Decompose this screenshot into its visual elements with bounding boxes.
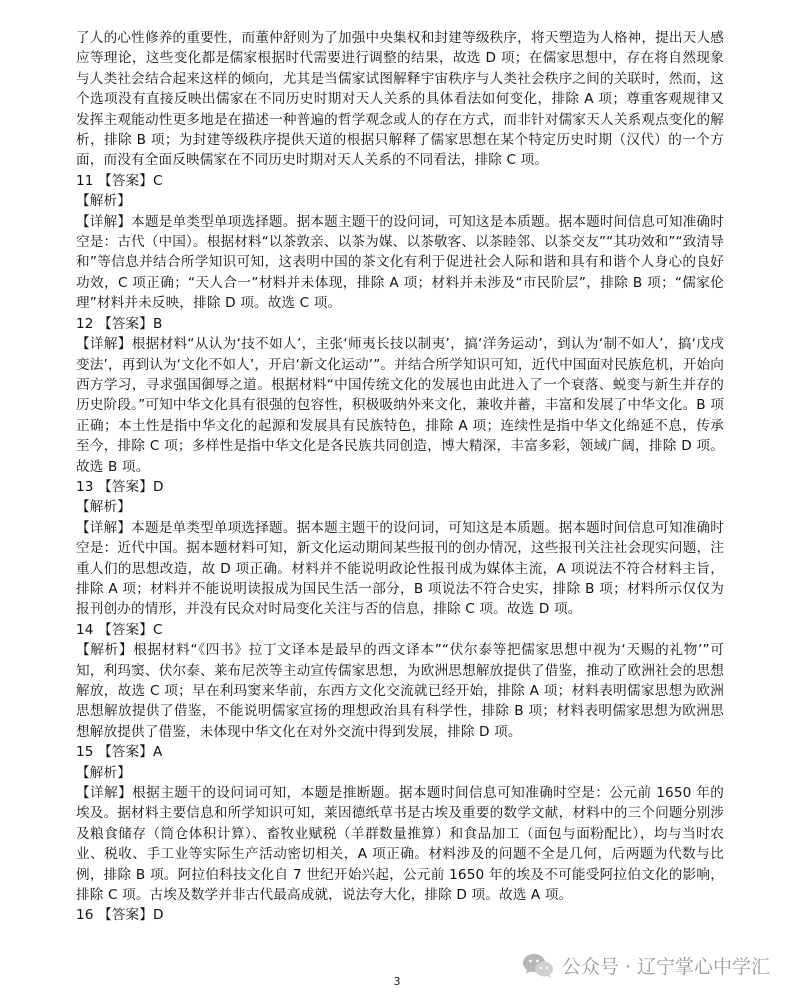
- answer-q11: 11 【答案】C: [76, 172, 163, 189]
- analysis-label-q15: 【解析】: [76, 764, 131, 781]
- document-body: [76, 28, 724, 926]
- detail-q12: 【详解】根据材料“从认为‘技不如人’，主张‘师夷长技以制夷’，搞‘洋务运动’，到认为‘制不如人’，搞‘戊戌变法’，再到认为‘文化不如人’，开启‘新文化运动’”。并结合所学知识可知，近代中国面对民族危机，开始向西方学习，寻求强国御辱之道。根据材料“中国传统文化的发展也由此进入了一个衰落、蜕变与新生并存的历史阶段。”可知中华文化具有很强的包容性，积极吸纳外来文化，兼收并蓄，丰富和发展了中华文化。B 项正确；本土性是指中华文化的起源和发展具有民族特色，排除 A 项；连续性是指中华文化绵延不息，传承至今，排除 C 项；多样性是指中华文化是各民族共同创造，博大精深，丰富多彩，领域广阔，排除 D 项。故选 B 项。: [76, 336, 725, 475]
- detail-q11: 【详解】本题是单类型单项选择题。据本题主题干的设问词，可知这是本质题。据本题时间信息可知准确时空是：古代（中国）。根据材料“以茶敦亲、以茶为媒、以茶敬客、以茶睦邻、以茶交友”“其功效和”“致清导和”等信息并结合所学知识可知，这表明中国的茶文化有利于促进社会人际和谐和具有和谐个人身心的良好功效，C 项正确；“天人合一”材料并未体现，排除 A 项；材料并未涉及“市民阶层”，排除 B 项；“儒家伦理”材料并未反映，排除 D 项。故选 C 项。: [76, 213, 724, 312]
- answer-q12: 12 【答案】B: [76, 315, 163, 332]
- paragraph-q10-analysis-continued: 了人的心性修养的重要性，而董仲舒则为了加强中央集权和封建等级秩序，将天塑造为人格神，提出天人感应等理论，这些变化都是儒家根据时代需要进行调整的结果，故选 D 项；在儒家思想中，存在将自然现象与人类社会结合起来这样的倾向，尤其是当儒家试图解释宇宙秩序与人类社会秩序之间的关联时，然而，这个选项没有直接反映出儒家在不同历史时期对天人关系的具体看法如何变化，排除 A 项；尊重客观规律又发挥主观能动性更多地是在描述一种普遍的哲学观念或人的存在方式，而非针对儒家天人关系观点变化的解析，排除 B 项；为封建等级秩序提供天道的根据只解释了儒家思想在某个特定历史时期（汉代）的一个方面，而没有全面反映儒家在不同历史时期对天人关系的不同看法，排除 C 项。: [76, 30, 724, 169]
- analysis-label-q11: 【解析】: [76, 193, 131, 210]
- analysis-q14: 【解析】根据材料“《四书》拉丁文译本是最早的西文译本”“伏尔泰等把儒家思想中视为‘天赐的礼物’”可知，利玛窦、伏尔泰、莱布尼茨等主动宣传儒家思想，为欧洲思想解放提供了借鉴，推动了欧洲社会的思想解放，故选 C 项；早在利玛窦来华前，东西方文化交流就已经开始，排除 A 项；材料表明儒家思想为欧洲思想解放提供了借鉴，不能说明儒家宣扬的理想政治具有科学性，排除 B 项；材料表明儒家思想为欧洲思想解放提供了借鉴，未体现中华文化在对外交流中得到发展，排除 D 项。: [76, 642, 724, 740]
- analysis-label-q13: 【解析】: [76, 499, 131, 516]
- detail-q13: 【详解】本题是单类型单项选择题。据本题主题干的设问词，可知这是本质题。据本题时间信息可知准确时空是：近代中国。据本题材料可知，新文化运动期间某些报刊的创办情况，这些报刊关注社会现实问题，注重人们的思想改造，故 D 项正确。材料并不能说明政论性报刊成为媒体主流，A 项说法不符合材料主旨，排除 A 项；材料并不能说明读报成为国民生活一部分，B 项说法不符合史实，排除 B 项；材料所示仅仅为报刊创办的情形，并没有民众对时局变化关注与否的信息，排除 C 项。故选 D 项。: [76, 519, 724, 618]
- answer-q13: 13 【答案】D: [76, 478, 164, 495]
- detail-q15: 【详解】根据主题干的设问词可知，本题是推断题。据本题时间信息可知准确时空是：公元前 1650 年的埃及。据材料主要信息和所学知识可知，莱因德纸草书是古埃及重要的数学文献，材料中的三个问题分别涉及粮食储存（筒仓体积计算）、畜牧业赋税（羊群数量推算）和食品加工（面包与面粉配比），均与当时农业、税收、手工业等实际生产活动密切相关，A 项正确。材料涉及的问题不全是几何，后两题为代数与比例，排除 B 项。阿拉伯科技文化自 7 世纪开始兴起，公元前 1650 年的埃及不可能受阿拉伯文化的影响，排除 C 项。古埃及数学并非古代最高成就，说法夸大化，排除 D 项。故选 A 项。: [76, 785, 724, 904]
- answer-q15: 15 【答案】A: [76, 744, 163, 761]
- page-number: 3: [393, 975, 401, 988]
- answer-q16: 16 【答案】D: [76, 907, 164, 924]
- answer-q14: 14 【答案】C: [76, 621, 163, 638]
- watermark-text: 公众号 · 辽宁掌心中学汇: [561, 956, 770, 978]
